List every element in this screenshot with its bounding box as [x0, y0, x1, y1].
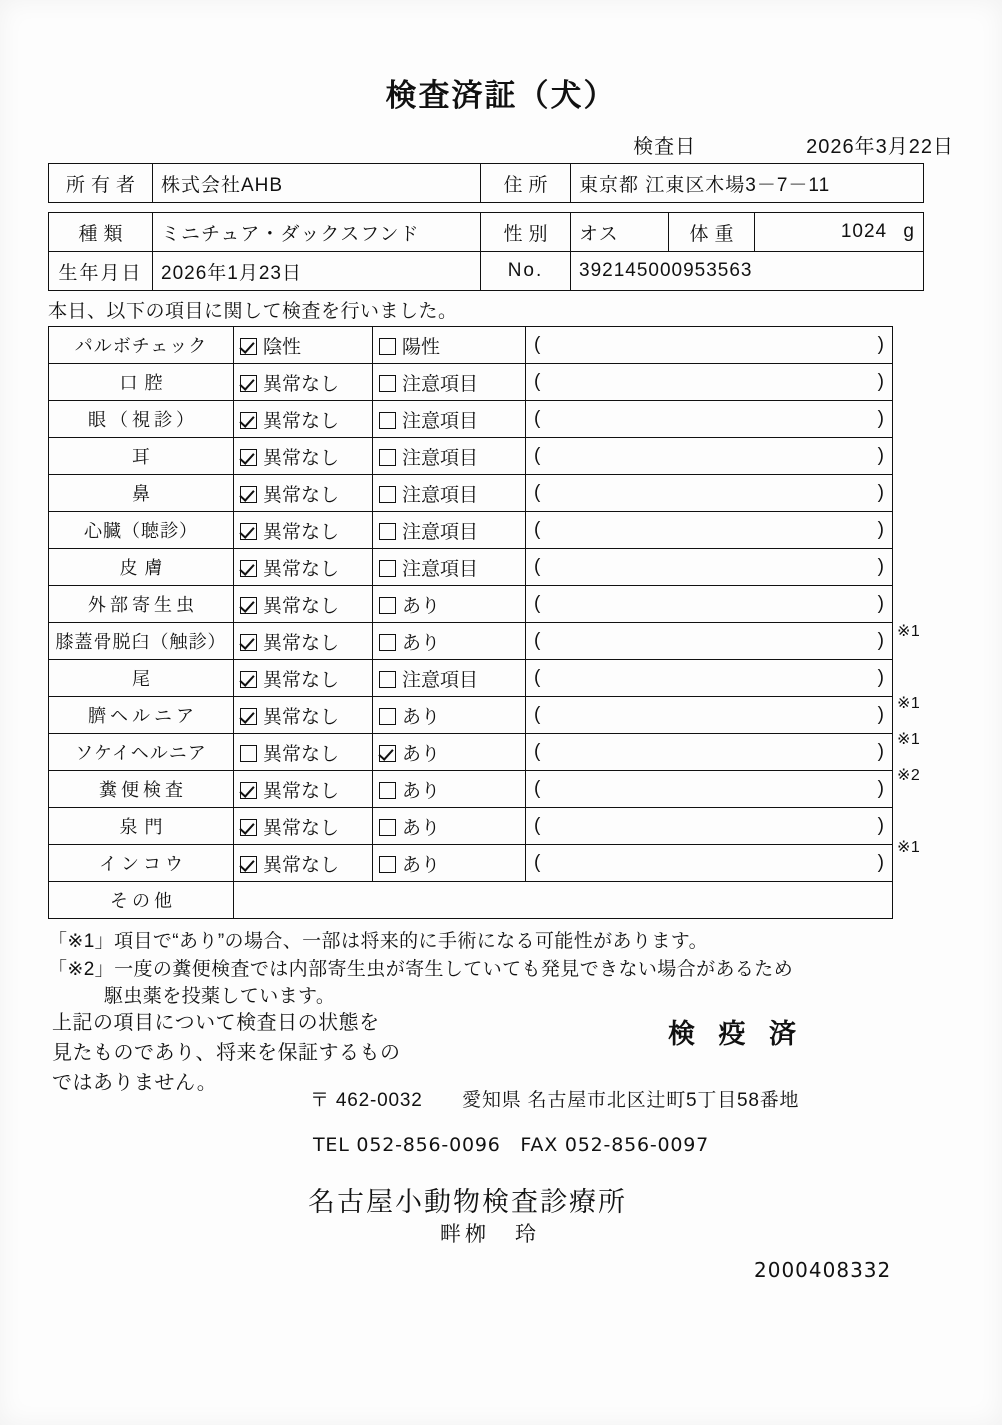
option-b[interactable] [373, 808, 526, 845]
checkbox-icon[interactable] [240, 560, 257, 577]
item-label-text: 皮膚 [119, 558, 170, 578]
table-row [49, 401, 893, 438]
sex-label: 性別 [481, 213, 571, 252]
option-a-label: 異常なし [263, 780, 340, 802]
paren-close: ) [877, 630, 884, 651]
option-b-label: あり [402, 780, 441, 802]
paren-open: ( [534, 741, 541, 762]
checkbox-icon[interactable] [240, 671, 257, 688]
option-a-label: 異常なし [263, 669, 340, 691]
footnote-mark [897, 362, 967, 398]
checkbox-icon[interactable] [379, 560, 396, 577]
option-b[interactable] [373, 364, 526, 401]
footnote-mark [897, 506, 967, 542]
inspection-items-table [48, 326, 893, 919]
footnote-2-cont: 駆虫薬を投薬しています。 [104, 986, 336, 1008]
table-row [49, 327, 893, 364]
checkbox-icon[interactable] [240, 745, 257, 762]
owner-label: 所有者 [49, 164, 153, 203]
remarks-field[interactable] [526, 734, 893, 771]
item-label [49, 364, 234, 401]
checkbox-icon[interactable] [379, 449, 396, 466]
paren-close: ) [877, 667, 884, 688]
paren-close: ) [877, 482, 884, 503]
option-b-label: あり [402, 743, 441, 765]
paren-open: ( [534, 445, 541, 466]
remarks-field[interactable] [526, 845, 893, 882]
disclaimer-line-2: 見たものであり、将来を保証するもの [52, 1042, 401, 1064]
table-row [49, 660, 893, 697]
option-a-label: 異常なし [263, 817, 340, 839]
item-label-text: パルボチェック [74, 336, 208, 356]
item-label [49, 623, 234, 660]
checkbox-icon[interactable] [240, 486, 257, 503]
option-b-label: 注意項目 [402, 373, 479, 395]
weight-value: 1024 [840, 221, 888, 242]
table-row [49, 808, 893, 845]
table-row [49, 771, 893, 808]
item-label-text: 心臓（聴診） [84, 521, 198, 541]
checkbox-icon[interactable] [379, 819, 396, 836]
item-label-text: 鼻 [132, 484, 157, 504]
item-label [49, 438, 234, 475]
checkbox-icon[interactable] [379, 708, 396, 725]
birth-label: 生年月日 [49, 252, 153, 291]
option-a[interactable] [234, 401, 373, 438]
remarks-field[interactable] [526, 364, 893, 401]
weight-unit: g [903, 221, 915, 242]
item-label [49, 845, 234, 882]
footnote-mark [897, 650, 967, 686]
remarks-field[interactable] [526, 623, 893, 660]
option-a[interactable] [234, 845, 373, 882]
checkbox-icon[interactable] [379, 671, 396, 688]
option-b[interactable] [373, 660, 526, 697]
exam-date-value: 2026年3月22日 [806, 136, 954, 158]
table-row [49, 475, 893, 512]
table-row [49, 512, 893, 549]
option-a-label: 異常なし [263, 595, 340, 617]
remarks-field[interactable] [526, 771, 893, 808]
item-label-text: 尾 [132, 669, 157, 689]
remarks-field[interactable] [526, 586, 893, 623]
option-a[interactable] [234, 549, 373, 586]
item-label [49, 512, 234, 549]
option-b[interactable] [373, 512, 526, 549]
option-a-label: 異常なし [263, 484, 340, 506]
footnote-marks-column [897, 326, 967, 902]
checkbox-icon[interactable] [379, 338, 396, 355]
paren-close: ) [877, 815, 884, 836]
animal-table [48, 212, 924, 291]
paren-close: ) [877, 556, 884, 577]
footnote-mark [897, 866, 967, 902]
footnote-mark [897, 794, 967, 830]
clinic-postal-address: 〒 462-0032 愛知県 名古屋市北区辻町5丁目58番地 [310, 1090, 800, 1111]
option-b-label: 注意項目 [402, 521, 479, 543]
option-a[interactable] [234, 438, 373, 475]
option-a-label: 異常なし [263, 743, 340, 765]
option-b[interactable] [373, 327, 526, 364]
disclaimer-line-3: ではありません。 [52, 1072, 218, 1094]
item-label-text: 泉門 [119, 817, 170, 837]
footnote-mark [897, 542, 967, 578]
option-b[interactable] [373, 475, 526, 512]
item-label-text: 臍ヘルニア [88, 706, 198, 726]
checkbox-icon[interactable] [379, 782, 396, 799]
option-b[interactable] [373, 734, 526, 771]
option-a[interactable] [234, 771, 373, 808]
option-a-label: 異常なし [263, 410, 340, 432]
remarks-field[interactable] [526, 475, 893, 512]
paren-close: ) [877, 408, 884, 429]
checkbox-icon[interactable] [379, 412, 396, 429]
checkbox-icon[interactable] [379, 375, 396, 392]
footnote-1: 「※1」項目で“あり”の場合、一部は将来的に手術になる可能性があります。 [48, 931, 709, 952]
checkbox-icon[interactable] [379, 634, 396, 651]
option-b-label: 注意項目 [402, 669, 479, 691]
option-a-label: 異常なし [263, 706, 340, 728]
option-a[interactable] [234, 475, 373, 512]
option-b[interactable] [373, 623, 526, 660]
weight-label: 体重 [669, 213, 755, 252]
paren-open: ( [534, 852, 541, 873]
option-a-label: 異常なし [263, 632, 340, 654]
paren-close: ) [877, 334, 884, 355]
paren-open: ( [534, 371, 541, 392]
table-row [49, 364, 893, 401]
option-b-label: 注意項目 [402, 558, 479, 580]
item-label [49, 586, 234, 623]
option-b-label: あり [402, 595, 441, 617]
sex-value: オス [571, 213, 669, 252]
option-a[interactable] [234, 697, 373, 734]
option-b[interactable] [373, 586, 526, 623]
checkbox-icon[interactable] [240, 634, 257, 651]
checkbox-icon[interactable] [240, 412, 257, 429]
checkbox-icon[interactable] [240, 708, 257, 725]
item-label [49, 882, 234, 919]
footnote-mark: ※1 [897, 623, 921, 640]
option-b[interactable] [373, 401, 526, 438]
item-label [49, 327, 234, 364]
option-b[interactable] [373, 697, 526, 734]
item-free-text [234, 882, 893, 919]
item-label [49, 734, 234, 771]
option-b[interactable] [373, 845, 526, 882]
paren-open: ( [534, 519, 541, 540]
table-row [49, 213, 924, 252]
paren-open: ( [534, 556, 541, 577]
option-b[interactable] [373, 549, 526, 586]
paren-open: ( [534, 630, 541, 651]
checkbox-icon[interactable] [240, 375, 257, 392]
option-a-label: 異常なし [263, 521, 340, 543]
option-b-label: あり [402, 817, 441, 839]
footnote-2: 「※2」一度の糞便検査では内部寄生虫が寄生していても発見できない場合があるため [48, 958, 794, 980]
paren-open: ( [534, 593, 541, 614]
item-label-text: 眼（視診） [88, 410, 198, 430]
table-row [49, 882, 893, 919]
item-label-text: 耳 [132, 447, 157, 467]
paren-open: ( [534, 334, 541, 355]
option-a[interactable] [234, 734, 373, 771]
item-label [49, 771, 234, 808]
option-b[interactable] [373, 771, 526, 808]
checkbox-icon[interactable] [379, 523, 396, 540]
paren-close: ) [877, 778, 884, 799]
option-b-label: 陽性 [402, 336, 441, 358]
paren-close: ) [877, 593, 884, 614]
intro-note: 本日、以下の項目に関して検査を行いました。 [48, 301, 458, 322]
footnote-mark: ※1 [897, 839, 921, 856]
doctor-name: 畔栁 玲 [440, 1223, 540, 1246]
table-row [49, 586, 893, 623]
footnote-mark: ※1 [897, 731, 921, 748]
item-label [49, 660, 234, 697]
checkbox-icon[interactable] [240, 782, 257, 799]
remarks-field[interactable] [526, 327, 893, 364]
paren-close: ) [877, 852, 884, 873]
remarks-field[interactable] [526, 697, 893, 734]
remarks-field[interactable] [526, 438, 893, 475]
item-label [49, 697, 234, 734]
paren-close: ) [877, 445, 884, 466]
owner-table [48, 163, 924, 203]
checkbox-icon[interactable] [240, 856, 257, 873]
checkbox-icon[interactable] [240, 338, 257, 355]
option-b-label: あり [402, 706, 441, 728]
paren-close: ) [877, 704, 884, 725]
checkbox-icon[interactable] [240, 597, 257, 614]
item-label-text: 口腔 [119, 373, 170, 393]
option-a[interactable] [234, 512, 373, 549]
footnote-mark [897, 326, 967, 362]
option-a[interactable] [234, 623, 373, 660]
item-label [49, 808, 234, 845]
footnote-mark [897, 578, 967, 614]
option-a[interactable] [234, 660, 373, 697]
option-a[interactable] [234, 808, 373, 845]
footnote-mark: ※1 [897, 695, 921, 712]
no-value: 392145000953563 [571, 252, 924, 291]
table-row [49, 164, 924, 203]
serial-number: 2000408332 [754, 1258, 892, 1282]
item-label-text: インコウ [99, 854, 187, 874]
address-label: 住所 [481, 164, 571, 203]
table-row [49, 549, 893, 586]
checkbox-icon[interactable] [240, 819, 257, 836]
paren-close: ) [877, 371, 884, 392]
option-b-label: あり [402, 854, 441, 876]
footnote-mark: ※2 [897, 767, 921, 784]
option-a-label: 陰性 [263, 336, 302, 358]
item-label [49, 549, 234, 586]
option-a-label: 異常なし [263, 373, 340, 395]
table-row [49, 845, 893, 882]
item-label [49, 401, 234, 438]
item-label-text: 糞便検査 [99, 780, 187, 800]
remarks-field[interactable] [526, 512, 893, 549]
option-a-label: 異常なし [263, 447, 340, 469]
table-row [49, 438, 893, 475]
paren-open: ( [534, 408, 541, 429]
option-a-label: 異常なし [263, 558, 340, 580]
checkbox-icon[interactable] [240, 523, 257, 540]
table-row [49, 734, 893, 771]
no-label: No. [481, 252, 571, 291]
option-b-label: 注意項目 [402, 447, 479, 469]
clinic-contact: TEL 052-856-0096 FAX 052-856-0097 [313, 1134, 710, 1156]
item-label-text: 膝蓋骨脱臼（触診） [55, 632, 227, 652]
option-b-label: 注意項目 [402, 484, 479, 506]
remarks-field[interactable] [526, 401, 893, 438]
table-row [49, 697, 893, 734]
table-row [49, 252, 924, 291]
item-label [49, 475, 234, 512]
paren-open: ( [534, 815, 541, 836]
option-a[interactable] [234, 586, 373, 623]
option-b-label: あり [402, 632, 441, 654]
paren-close: ) [877, 519, 884, 540]
address-value: 東京都 江東区木場3－7－11 [571, 164, 924, 203]
item-label-text: 外部寄生虫 [88, 595, 198, 615]
item-label-text: その他 [110, 891, 176, 911]
option-a[interactable] [234, 327, 373, 364]
clinic-name: 名古屋小動物検査診療所 [308, 1187, 627, 1217]
option-b-label: 注意項目 [402, 410, 479, 432]
remarks-field[interactable] [526, 808, 893, 845]
birth-value: 2026年1月23日 [153, 252, 481, 291]
paren-open: ( [534, 667, 541, 688]
owner-value: 株式会社AHB [153, 164, 481, 203]
footnote-mark [897, 434, 967, 470]
breed-value: ミニチュア・ダックスフンド [153, 213, 481, 252]
option-a[interactable] [234, 364, 373, 401]
checkbox-icon[interactable] [379, 486, 396, 503]
exam-date-row [48, 130, 954, 159]
disclaimer-line-1: 上記の項目について検査日の状態を [52, 1012, 380, 1034]
page-title: 検査済証（犬） [385, 78, 617, 114]
breed-label: 種類 [49, 213, 153, 252]
option-b[interactable] [373, 438, 526, 475]
paren-open: ( [534, 778, 541, 799]
option-a-label: 異常なし [263, 854, 340, 876]
item-label-text: ソケイヘルニア [75, 743, 207, 763]
paren-open: ( [534, 704, 541, 725]
paren-close: ) [877, 741, 884, 762]
remarks-field[interactable] [526, 660, 893, 697]
checkbox-icon[interactable] [379, 745, 396, 762]
quarantine-stamp: 検 疫 済 [668, 1019, 805, 1049]
paren-open: ( [534, 482, 541, 503]
weight-cell [755, 213, 924, 252]
checkbox-icon[interactable] [379, 856, 396, 873]
exam-date-label: 検査日 [633, 136, 697, 158]
footnote-mark [897, 470, 967, 506]
table-row [49, 623, 893, 660]
checkbox-icon[interactable] [379, 597, 396, 614]
footnote-mark [897, 398, 967, 434]
checkbox-icon[interactable] [240, 449, 257, 466]
remarks-field[interactable] [526, 549, 893, 586]
footnotes [48, 928, 793, 1011]
